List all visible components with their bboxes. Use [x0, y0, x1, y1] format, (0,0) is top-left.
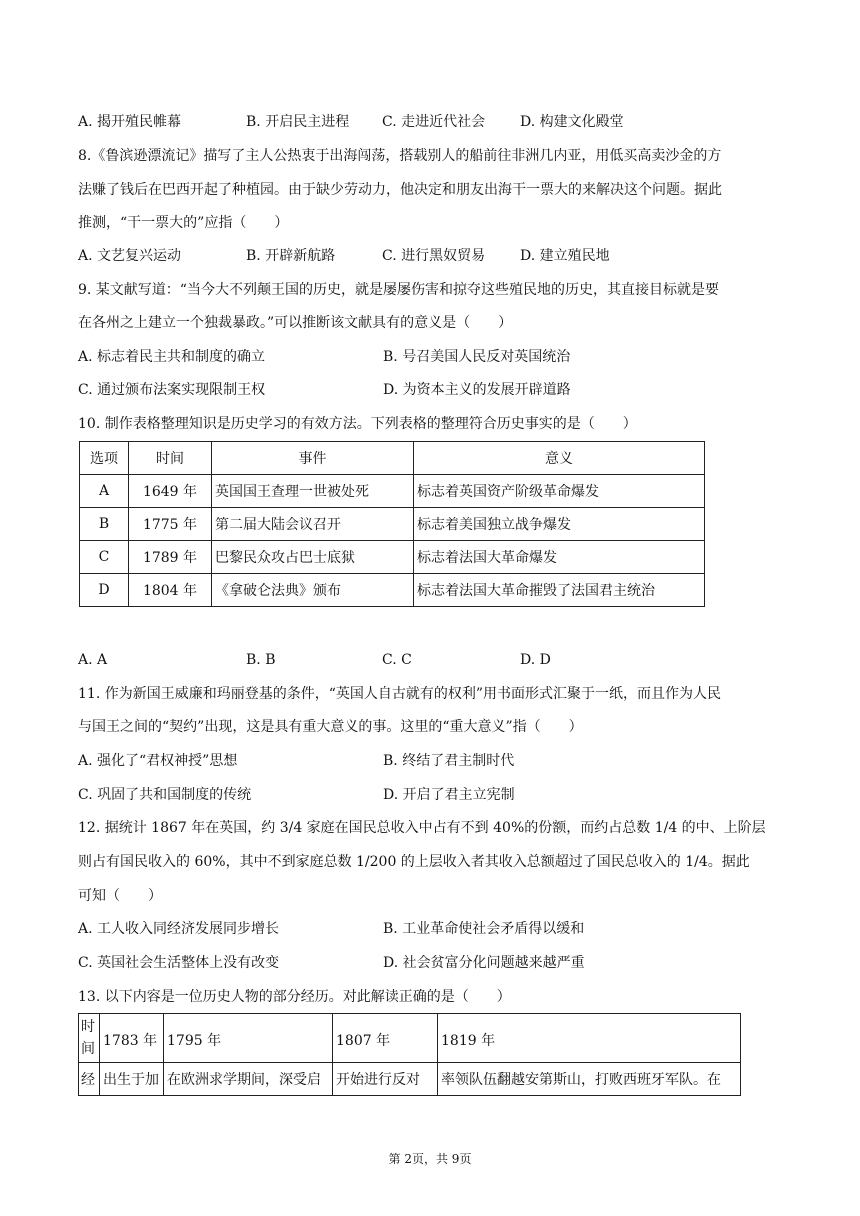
table-cell: 英国国王查理一世被处死 — [212, 475, 414, 508]
q8-stem-line-1: 8.《鲁滨逊漂流记》描写了主人公热衷于出海闯荡，搭载别人的船前往非洲几内亚，用低买高卖沙金的方 — [78, 148, 722, 164]
table-header-row — [80, 442, 705, 475]
q10-stem: 10. 制作表格整理知识是历史学习的有效方法。下列表格的整理符合历史事实的是（ ） — [78, 416, 637, 432]
q11-option-b[interactable]: B. 终结了君主制时代 — [383, 753, 515, 769]
page-footer: 第 2页，共 9页 — [388, 1152, 472, 1166]
q11-option-c[interactable]: C. 巩固了共和国制度的传统 — [78, 787, 252, 803]
table-cell: A — [80, 475, 129, 508]
q9-option-d[interactable]: D. 为资本主义的发展开辟道路 — [383, 382, 571, 398]
q12-option-c[interactable]: C. 英国社会生活整体上没有改变 — [78, 955, 280, 971]
q10-option-b[interactable]: B. B — [246, 652, 276, 668]
table-row — [80, 541, 705, 574]
q11-options-row-2 — [78, 785, 515, 805]
table-cell: 标志着法国大革命爆发 — [414, 541, 705, 574]
q9-stem-line-2: 在各州之上建立一个独裁暴政。”可以推断该文献具有的意义是（ ） — [78, 315, 513, 331]
table-cell: 标志着法国大革命摧毁了法国君主统治 — [414, 574, 705, 607]
table-cell: 1649 年 — [129, 475, 212, 508]
q12-option-b[interactable]: B. 工业革命使社会矛盾得以缓和 — [383, 921, 585, 937]
q9-option-a[interactable]: A. 标志着民主共和制度的确立 — [78, 349, 266, 365]
q7-option-a[interactable]: A. 揭开殖民帷幕 — [78, 114, 182, 130]
table-header-cell: 时间 — [129, 442, 212, 475]
q12-stem-line-1: 12. 据统计 1867 年在英国，约 3/4 家庭在国民总收入中占有不到 40%的份额，而约占总数 1/4 的中、上阶层 — [78, 820, 766, 836]
q9-stem-line-1: 9. 某文献写道：“当今大不列颠王国的历史，就是屡屡伤害和掠夺这些殖民地的历史，其直接目标就是要 — [78, 282, 719, 298]
q10-options — [78, 650, 551, 670]
q12-stem-line-2: 则占有国民收入的 60%，其中不到家庭总数 1/200 的上层收入者其收入总额超过了国民总收入的 1/4。据此 — [78, 854, 750, 870]
q8-option-d[interactable]: D. 建立殖民地 — [520, 248, 610, 264]
table-cell: 经 — [79, 1063, 100, 1096]
q8-option-b[interactable]: B. 开辟新航路 — [246, 248, 336, 264]
table-cell: 1783 年 — [100, 1014, 164, 1063]
table-cell: 标志着英国资产阶级革命爆发 — [414, 475, 705, 508]
table-cell: 1775 年 — [129, 508, 212, 541]
q8-stem-line-3: 推测，“干一票大的”应指（ ） — [78, 215, 289, 231]
table-cell: 巴黎民众攻占巴士底狱 — [212, 541, 414, 574]
q11-option-a[interactable]: A. 强化了“君权神授”思想 — [78, 753, 238, 769]
q10-option-c[interactable]: C. C — [382, 652, 412, 668]
q8-options — [78, 246, 610, 266]
table-cell: D — [80, 574, 129, 607]
q12-stem-line-3: 可知（ ） — [78, 888, 162, 904]
table-cell: 1819 年 — [438, 1014, 741, 1063]
q7-option-c[interactable]: C. 走进近代社会 — [382, 114, 486, 130]
q9-option-b[interactable]: B. 号召美国人民反对英国统治 — [383, 349, 571, 365]
table-cell: 1804 年 — [129, 574, 212, 607]
table-cell: C — [80, 541, 129, 574]
q11-option-d[interactable]: D. 开启了君主立宪制 — [383, 787, 515, 803]
q8-option-a[interactable]: A. 文艺复兴运动 — [78, 248, 182, 264]
table-cell: 标志着美国独立战争爆发 — [414, 508, 705, 541]
table-cell: 时间 — [79, 1014, 100, 1063]
q12-option-d[interactable]: D. 社会贫富分化问题越来越严重 — [383, 955, 585, 971]
q9-option-c[interactable]: C. 通过颁布法案实现限制王权 — [78, 382, 266, 398]
q10-table — [79, 441, 705, 607]
q11-stem-line-1: 11. 作为新国王威廉和玛丽登基的条件，“英国人自古就有的权利”用书面形式汇聚于一纸，而且作为人民 — [78, 686, 722, 702]
q9-options-row-1 — [78, 347, 570, 367]
q13-stem: 13. 以下内容是一位历史人物的部分经历。对此解读正确的是（ ） — [78, 989, 511, 1005]
q7-option-b[interactable]: B. 开启民主进程 — [246, 114, 350, 130]
q12-options-row-2 — [78, 953, 585, 973]
q12-option-a[interactable]: A. 工人收入同经济发展同步增长 — [78, 921, 280, 937]
q13-table — [78, 1013, 741, 1096]
q12-options-row-1 — [78, 919, 584, 939]
q10-option-d[interactable]: D. D — [520, 652, 551, 668]
q11-stem-line-2: 与国王之间的“契约”出现，这是具有重大意义的事。这里的“重大意义”指（ ） — [78, 719, 583, 735]
table-cell: 率领队伍翻越安第斯山，打败西班牙军队。在 — [438, 1063, 741, 1096]
q7-option-d[interactable]: D. 构建文化殿堂 — [520, 114, 624, 130]
q11-options-row-1 — [78, 751, 514, 771]
table-cell: B — [80, 508, 129, 541]
table-cell: 出生于加 — [100, 1063, 164, 1096]
q9-options-row-2 — [78, 380, 571, 400]
table-cell: 第二届大陆会议召开 — [212, 508, 414, 541]
table-cell: 在欧洲求学期间，深受启 — [164, 1063, 333, 1096]
table-cell: 1795 年 — [164, 1014, 333, 1063]
table-row — [80, 475, 705, 508]
table-cell: 开始进行反对 — [333, 1063, 438, 1096]
table-header-cell: 选项 — [80, 442, 129, 475]
q7-options — [78, 112, 624, 132]
table-row — [80, 508, 705, 541]
table-row — [79, 1014, 741, 1063]
q8-stem-line-2: 法赚了钱后在巴西开起了种植园。由于缺少劳动力，他决定和朋友出海干一票大的来解决这个问题。据此 — [78, 182, 722, 198]
table-header-cell: 意义 — [414, 442, 705, 475]
table-header-cell: 事件 — [212, 442, 414, 475]
table-row — [80, 574, 705, 607]
q8-option-c[interactable]: C. 进行黑奴贸易 — [382, 248, 486, 264]
table-row — [79, 1063, 741, 1096]
q10-option-a[interactable]: A. A — [78, 652, 108, 668]
table-cell: 1807 年 — [333, 1014, 438, 1063]
table-cell: 《拿破仑法典》颁布 — [212, 574, 414, 607]
table-cell: 1789 年 — [129, 541, 212, 574]
